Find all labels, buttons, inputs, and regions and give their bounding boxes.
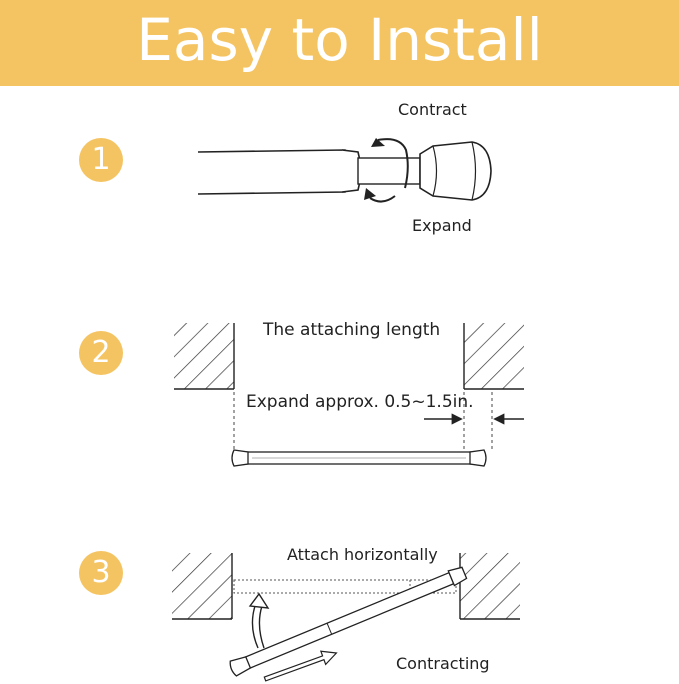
header-title: Easy to Install (136, 6, 543, 74)
step-1-badge: 1 (79, 138, 123, 182)
step-2-badge: 2 (79, 331, 123, 375)
expand-label: Expand (412, 216, 472, 235)
step-3-badge: 3 (79, 551, 123, 595)
right-wall-step-3 (460, 553, 520, 619)
left-wall-step-3 (172, 553, 232, 619)
attach-horizontally-label: Attach horizontally (287, 545, 438, 564)
contract-label: Contract (398, 100, 467, 119)
attaching-length-label: The attaching length (263, 320, 441, 340)
expand-approx-label: Expand approx. 0.5~1.5in. (246, 392, 474, 412)
right-wall (464, 323, 524, 389)
left-wall (174, 323, 234, 389)
contracting-label: Contracting (396, 654, 490, 673)
step-1-rod-illustration (198, 138, 491, 202)
